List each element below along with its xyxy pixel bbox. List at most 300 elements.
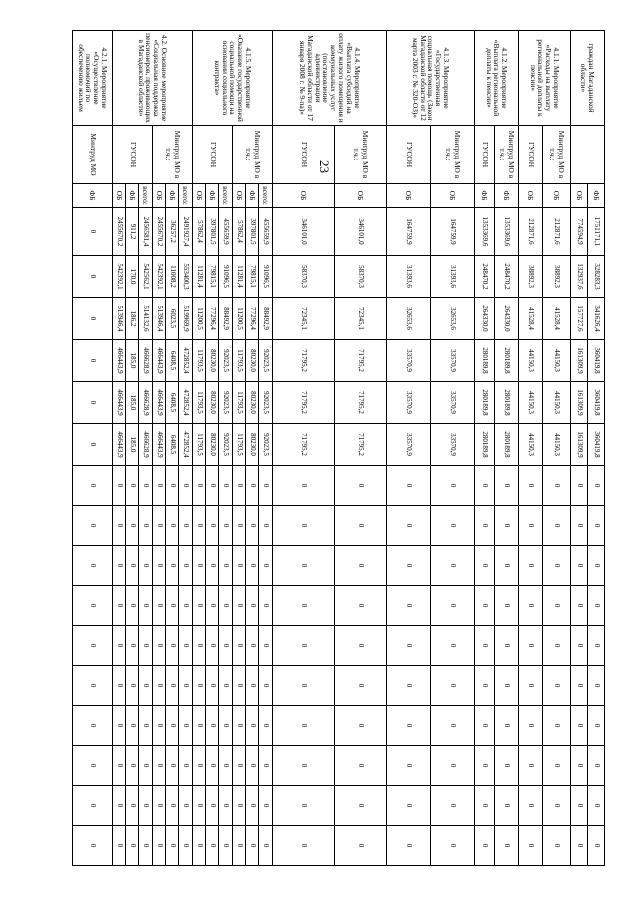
value-cell: 0 bbox=[273, 586, 335, 626]
value-cell: 91096,5 bbox=[259, 256, 273, 298]
source-cell: всего: bbox=[139, 184, 153, 208]
value-cell: 0 bbox=[543, 786, 571, 826]
value-cell: 0 bbox=[519, 586, 543, 626]
measure-name-cell: 4.1.3. Мероприятие «Государственная социальная помощь (Закон Магаданской области от 12 марта 2003 г. № 320-ОЗ)» bbox=[387, 31, 475, 126]
value-cell: 0 bbox=[153, 666, 166, 706]
value-cell: 80230,0 bbox=[206, 340, 219, 382]
value-cell: 0 bbox=[571, 546, 588, 586]
value-cell: 0 bbox=[179, 506, 193, 546]
value-cell: 0 bbox=[206, 666, 219, 706]
value-cell: 0 bbox=[335, 466, 387, 506]
value-cell: 0 bbox=[495, 506, 519, 546]
measure-name-cell: 4.2. Основное мероприятие «Социальная поддержка пенсионеров, проживающих в Магаданской области» bbox=[113, 31, 193, 126]
value-cell: 0 bbox=[335, 666, 387, 706]
source-cell: ОБ bbox=[233, 184, 246, 208]
value-cell: 0 bbox=[126, 786, 139, 826]
value-cell: 41528,4 bbox=[519, 298, 543, 340]
value-cell: 0 bbox=[233, 546, 246, 586]
value-cell: 0 bbox=[139, 746, 153, 786]
value-cell: 0 bbox=[387, 666, 431, 706]
value-cell: 0 bbox=[73, 786, 113, 826]
value-cell: 0 bbox=[259, 746, 273, 786]
value-cell: 0 bbox=[475, 466, 495, 506]
value-cell: 514132,6 bbox=[139, 298, 153, 340]
value-cell: 280189,8 bbox=[495, 382, 519, 424]
value-cell: 0 bbox=[73, 506, 113, 546]
value-cell: 360419,8 bbox=[588, 382, 605, 424]
value-cell: 11200,5 bbox=[193, 298, 206, 340]
budget-table bbox=[72, 30, 605, 866]
value-cell: 0 bbox=[475, 506, 495, 546]
value-cell: 0 bbox=[431, 586, 475, 626]
value-cell: 0 bbox=[431, 546, 475, 586]
value-cell: 346101,0 bbox=[273, 208, 335, 256]
value-cell: 0 bbox=[543, 746, 571, 786]
value-cell: 0 bbox=[495, 706, 519, 746]
value-cell: 397801,5 bbox=[206, 208, 219, 256]
value-cell: 0 bbox=[519, 506, 543, 546]
value-cell: 0 bbox=[588, 826, 605, 866]
value-cell: 0 bbox=[475, 786, 495, 826]
responsible-cell: Минтруд МО в т.ч.: bbox=[543, 126, 571, 184]
source-cell: ОБ bbox=[431, 184, 475, 208]
value-cell: 0 bbox=[387, 586, 431, 626]
value-cell: 0 bbox=[431, 706, 475, 746]
value-cell: 0 bbox=[495, 586, 519, 626]
responsible-cell: Минтруд МО в т.ч.: bbox=[233, 126, 273, 184]
value-cell: 0 bbox=[73, 586, 113, 626]
value-cell: 0 bbox=[588, 626, 605, 666]
value-cell: 0 bbox=[588, 706, 605, 746]
value-cell: 0 bbox=[387, 746, 431, 786]
value-cell: 0 bbox=[219, 826, 233, 866]
value-cell: 11793,5 bbox=[193, 382, 206, 424]
responsible-cell: ГУСОН bbox=[387, 126, 431, 184]
value-cell: 6023,5 bbox=[166, 298, 179, 340]
table-row bbox=[259, 31, 273, 866]
responsible-cell bbox=[571, 126, 605, 184]
value-cell: 92023,5 bbox=[219, 340, 233, 382]
value-cell: 0 bbox=[495, 626, 519, 666]
value-cell: 466443,9 bbox=[153, 382, 166, 424]
value-cell: 0 bbox=[431, 826, 475, 866]
value-cell: 328283,3 bbox=[588, 256, 605, 298]
value-cell: 92023,5 bbox=[259, 340, 273, 382]
value-cell: 0 bbox=[387, 706, 431, 746]
value-cell: 11793,5 bbox=[233, 382, 246, 424]
value-cell: 0 bbox=[193, 666, 206, 706]
value-cell: 0 bbox=[233, 466, 246, 506]
source-cell: ОБ bbox=[335, 184, 387, 208]
value-cell: 164759,9 bbox=[387, 208, 431, 256]
value-cell: 0 bbox=[246, 466, 259, 506]
value-cell: 0 bbox=[166, 786, 179, 826]
value-cell: 72345,1 bbox=[273, 298, 335, 340]
value-cell: 80230,0 bbox=[206, 382, 219, 424]
value-cell: 0 bbox=[571, 626, 588, 666]
value-cell: 44150,3 bbox=[519, 424, 543, 466]
value-cell: 0 bbox=[543, 546, 571, 586]
value-cell: 0 bbox=[495, 546, 519, 586]
value-cell: 0 bbox=[73, 666, 113, 706]
source-cell: ОБ bbox=[113, 184, 126, 208]
table-row bbox=[495, 31, 519, 866]
value-cell: 0 bbox=[193, 506, 206, 546]
value-cell: 0 bbox=[73, 466, 113, 506]
value-cell: 0 bbox=[233, 586, 246, 626]
value-cell: 71795,2 bbox=[273, 424, 335, 466]
value-cell: 92023,5 bbox=[219, 424, 233, 466]
value-cell: 0 bbox=[139, 626, 153, 666]
value-cell: 0 bbox=[179, 786, 193, 826]
value-cell: 88492,9 bbox=[219, 298, 233, 340]
value-cell: 2456581,4 bbox=[139, 208, 153, 256]
value-cell: 0 bbox=[206, 786, 219, 826]
value-cell: 0 bbox=[273, 746, 335, 786]
value-cell: 466628,9 bbox=[139, 424, 153, 466]
value-cell: 0 bbox=[206, 466, 219, 506]
value-cell: 911,2 bbox=[126, 208, 139, 256]
value-cell: 0 bbox=[387, 826, 431, 866]
value-cell: 0 bbox=[588, 546, 605, 586]
value-cell: 11281,4 bbox=[193, 256, 206, 298]
value-cell: 0 bbox=[387, 506, 431, 546]
responsible-cell: Минтруд МО в т.ч.: bbox=[495, 126, 519, 184]
value-cell: 1353369,6 bbox=[475, 208, 495, 256]
value-cell: 0 bbox=[543, 506, 571, 546]
value-cell: 0 bbox=[179, 666, 193, 706]
value-cell: 0 bbox=[219, 706, 233, 746]
value-cell: 57862,4 bbox=[193, 208, 206, 256]
value-cell: 0 bbox=[193, 746, 206, 786]
value-cell: 91096,5 bbox=[219, 256, 233, 298]
responsible-cell: Минтруд МО в т.ч.: bbox=[153, 126, 193, 184]
value-cell: 0 bbox=[246, 746, 259, 786]
value-cell: 1353369,6 bbox=[495, 208, 519, 256]
responsible-cell: Минтруд МО в т.ч.: bbox=[335, 126, 387, 184]
value-cell: 0 bbox=[495, 666, 519, 706]
value-cell: 280189,8 bbox=[475, 424, 495, 466]
value-cell: 0 bbox=[233, 626, 246, 666]
value-cell: 0 bbox=[571, 826, 588, 866]
value-cell: 1751171,1 bbox=[588, 208, 605, 256]
source-cell: ФБ bbox=[206, 184, 219, 208]
value-cell: 0 bbox=[73, 340, 113, 382]
value-cell: 0 bbox=[179, 466, 193, 506]
value-cell: 0 bbox=[179, 706, 193, 746]
table-row bbox=[387, 31, 431, 866]
value-cell: 0 bbox=[166, 666, 179, 706]
value-cell: 0 bbox=[153, 786, 166, 826]
value-cell: 0 bbox=[259, 466, 273, 506]
value-cell: 0 bbox=[519, 546, 543, 586]
value-cell: 132937,6 bbox=[571, 256, 588, 298]
value-cell: 0 bbox=[113, 506, 126, 546]
value-cell: 0 bbox=[571, 746, 588, 786]
value-cell: 0 bbox=[335, 746, 387, 786]
measure-name-cell: 4.2.1. Мероприятие «Осуществление полномочий по обеспечению жильем bbox=[73, 31, 113, 126]
value-cell: 0 bbox=[246, 546, 259, 586]
value-cell: 0 bbox=[519, 626, 543, 666]
measure-name-cell: 4.1.4. Мероприятие «Выплата субсидий на оплату жилого помещения и коммунальных услуг (постановление администрации Магаданской области от 17 января 2008 г. № 9-па)» bbox=[273, 31, 387, 126]
value-cell: 0 bbox=[153, 466, 166, 506]
value-cell: 186,2 bbox=[126, 298, 139, 340]
value-cell: 0 bbox=[73, 298, 113, 340]
value-cell: 0 bbox=[335, 826, 387, 866]
value-cell: 455659,9 bbox=[259, 208, 273, 256]
responsible-cell: ГУСОН bbox=[113, 126, 153, 184]
value-cell: 71795,2 bbox=[335, 340, 387, 382]
value-cell: 0 bbox=[519, 746, 543, 786]
value-cell: 0 bbox=[571, 586, 588, 626]
value-cell: 38892,3 bbox=[519, 256, 543, 298]
value-cell: 0 bbox=[139, 826, 153, 866]
value-cell: 0 bbox=[571, 706, 588, 746]
value-cell: 513946,4 bbox=[113, 298, 126, 340]
value-cell: 0 bbox=[246, 626, 259, 666]
value-cell: 0 bbox=[431, 626, 475, 666]
value-cell: 0 bbox=[153, 626, 166, 666]
value-cell: 542562,1 bbox=[139, 256, 153, 298]
table-row bbox=[519, 31, 543, 866]
value-cell: 0 bbox=[139, 586, 153, 626]
value-cell: 0 bbox=[166, 826, 179, 866]
value-cell: 80230,0 bbox=[206, 424, 219, 466]
value-cell: 0 bbox=[273, 506, 335, 546]
value-cell: 0 bbox=[588, 466, 605, 506]
value-cell: 11793,5 bbox=[193, 340, 206, 382]
source-cell: ФБ bbox=[166, 184, 179, 208]
value-cell: 360419,8 bbox=[588, 424, 605, 466]
value-cell: 2455670,2 bbox=[153, 208, 166, 256]
table-row bbox=[543, 31, 571, 866]
value-cell: 11793,5 bbox=[193, 424, 206, 466]
value-cell: 0 bbox=[259, 786, 273, 826]
value-cell: 0 bbox=[166, 586, 179, 626]
value-cell: 0 bbox=[259, 666, 273, 706]
value-cell: 0 bbox=[543, 826, 571, 866]
value-cell: 248470,2 bbox=[475, 256, 495, 298]
value-cell: 0 bbox=[73, 208, 113, 256]
value-cell: 0 bbox=[475, 826, 495, 866]
value-cell: 0 bbox=[219, 666, 233, 706]
value-cell: 397801,5 bbox=[246, 208, 259, 256]
value-cell: 0 bbox=[475, 666, 495, 706]
rotated-table-container bbox=[55, 30, 605, 865]
value-cell: 0 bbox=[179, 586, 193, 626]
value-cell: 0 bbox=[126, 586, 139, 626]
value-cell: 0 bbox=[475, 706, 495, 746]
value-cell: 0 bbox=[193, 466, 206, 506]
value-cell: 44150,3 bbox=[519, 340, 543, 382]
value-cell: 0 bbox=[571, 666, 588, 706]
table-row bbox=[588, 31, 605, 866]
value-cell: 0 bbox=[193, 586, 206, 626]
value-cell: 0 bbox=[193, 706, 206, 746]
value-cell: 33570,9 bbox=[387, 424, 431, 466]
value-cell: 0 bbox=[113, 626, 126, 666]
value-cell: 0 bbox=[475, 746, 495, 786]
value-cell: 44150,3 bbox=[519, 382, 543, 424]
value-cell: 185,0 bbox=[126, 340, 139, 382]
value-cell: 0 bbox=[246, 786, 259, 826]
source-cell: всего: bbox=[219, 184, 233, 208]
value-cell: 0 bbox=[431, 786, 475, 826]
value-cell: 0 bbox=[153, 586, 166, 626]
value-cell: 0 bbox=[259, 506, 273, 546]
measure-name-cell: 4.1.5. Мероприятие «Оказание государственной социальной помощи на основании социального контракта» bbox=[193, 31, 273, 126]
responsible-cell: ГУСОН bbox=[519, 126, 543, 184]
value-cell: 33570,9 bbox=[431, 424, 475, 466]
value-cell: 0 bbox=[387, 466, 431, 506]
value-cell: 0 bbox=[475, 586, 495, 626]
value-cell: 0 bbox=[495, 786, 519, 826]
value-cell: 11008,2 bbox=[166, 256, 179, 298]
value-cell: 0 bbox=[73, 746, 113, 786]
value-cell: 0 bbox=[219, 546, 233, 586]
value-cell: 0 bbox=[273, 786, 335, 826]
value-cell: 71795,2 bbox=[273, 340, 335, 382]
value-cell: 0 bbox=[179, 546, 193, 586]
responsible-cell: Минтруд МО bbox=[73, 126, 113, 184]
value-cell: 472852,4 bbox=[179, 424, 193, 466]
value-cell: 466628,9 bbox=[139, 340, 153, 382]
value-cell: 79815,1 bbox=[206, 256, 219, 298]
value-cell: 264330,0 bbox=[495, 298, 519, 340]
value-cell: 0 bbox=[273, 466, 335, 506]
value-cell: 0 bbox=[219, 786, 233, 826]
value-cell: 280189,8 bbox=[475, 382, 495, 424]
value-cell: 0 bbox=[233, 786, 246, 826]
value-cell: 79815,1 bbox=[246, 256, 259, 298]
value-cell: 11793,5 bbox=[233, 340, 246, 382]
value-cell: 0 bbox=[193, 786, 206, 826]
value-cell: 0 bbox=[246, 666, 259, 706]
value-cell: 0 bbox=[495, 466, 519, 506]
value-cell: 0 bbox=[113, 826, 126, 866]
value-cell: 0 bbox=[273, 706, 335, 746]
value-cell: 553400,3 bbox=[179, 256, 193, 298]
value-cell: 0 bbox=[153, 746, 166, 786]
value-cell: 71795,2 bbox=[335, 424, 387, 466]
source-cell: ФБ bbox=[495, 184, 519, 208]
value-cell: 280189,8 bbox=[495, 424, 519, 466]
value-cell: 466443,9 bbox=[153, 340, 166, 382]
value-cell: 0 bbox=[126, 506, 139, 546]
value-cell: 11793,5 bbox=[233, 424, 246, 466]
value-cell: 0 bbox=[273, 626, 335, 666]
value-cell: 0 bbox=[273, 546, 335, 586]
value-cell: 6408,5 bbox=[166, 340, 179, 382]
value-cell: 0 bbox=[259, 706, 273, 746]
value-cell: 0 bbox=[206, 506, 219, 546]
value-cell: 0 bbox=[335, 546, 387, 586]
value-cell: 92023,5 bbox=[259, 424, 273, 466]
value-cell: 472852,4 bbox=[179, 340, 193, 382]
value-cell: 0 bbox=[219, 466, 233, 506]
value-cell: 44150,3 bbox=[543, 424, 571, 466]
value-cell: 0 bbox=[588, 506, 605, 546]
source-cell: ФБ bbox=[73, 184, 113, 208]
value-cell: 0 bbox=[193, 546, 206, 586]
value-cell: 0 bbox=[588, 786, 605, 826]
value-cell: 0 bbox=[219, 626, 233, 666]
value-cell: 212871,6 bbox=[543, 208, 571, 256]
value-cell: 0 bbox=[387, 626, 431, 666]
value-cell: 0 bbox=[259, 586, 273, 626]
source-cell: ОБ bbox=[519, 184, 543, 208]
source-cell: ОБ bbox=[387, 184, 431, 208]
value-cell: 0 bbox=[475, 546, 495, 586]
value-cell: 0 bbox=[113, 786, 126, 826]
value-cell: 0 bbox=[193, 626, 206, 666]
source-cell: ОБ bbox=[193, 184, 206, 208]
value-cell: 0 bbox=[233, 746, 246, 786]
value-cell: 0 bbox=[166, 706, 179, 746]
value-cell: 0 bbox=[233, 506, 246, 546]
value-cell: 0 bbox=[475, 626, 495, 666]
value-cell: 0 bbox=[73, 382, 113, 424]
measure-name-cell: 4.1.1. Мероприятие «Расходы на выплату региональной доплаты к пенсии» bbox=[519, 31, 571, 126]
value-cell: 0 bbox=[543, 666, 571, 706]
value-cell: 32653,6 bbox=[431, 298, 475, 340]
value-cell: 0 bbox=[246, 506, 259, 546]
value-cell: 6408,5 bbox=[166, 382, 179, 424]
table-row bbox=[73, 31, 113, 866]
value-cell: 0 bbox=[571, 786, 588, 826]
responsible-cell: ГУСОН bbox=[273, 126, 335, 184]
value-cell: 0 bbox=[206, 626, 219, 666]
value-cell: 774594,9 bbox=[571, 208, 588, 256]
value-cell: 58370,3 bbox=[335, 256, 387, 298]
source-cell: ОБ bbox=[571, 184, 588, 208]
value-cell: 38892,3 bbox=[543, 256, 571, 298]
value-cell: 44150,3 bbox=[543, 382, 571, 424]
value-cell: 0 bbox=[139, 666, 153, 706]
value-cell: 31393,6 bbox=[431, 256, 475, 298]
value-cell: 0 bbox=[153, 506, 166, 546]
value-cell: 31393,6 bbox=[387, 256, 431, 298]
value-cell: 248470,2 bbox=[495, 256, 519, 298]
value-cell: 161309,9 bbox=[571, 424, 588, 466]
value-cell: 80230,0 bbox=[246, 340, 259, 382]
value-cell: 0 bbox=[126, 706, 139, 746]
table-body bbox=[73, 31, 605, 866]
value-cell: 0 bbox=[206, 586, 219, 626]
value-cell: 0 bbox=[259, 626, 273, 666]
value-cell: 0 bbox=[166, 506, 179, 546]
value-cell: 0 bbox=[246, 706, 259, 746]
value-cell: 170,0 bbox=[126, 256, 139, 298]
value-cell: 44150,3 bbox=[543, 340, 571, 382]
value-cell: 0 bbox=[233, 826, 246, 866]
value-cell: 0 bbox=[233, 666, 246, 706]
value-cell: 466443,9 bbox=[153, 424, 166, 466]
value-cell: 0 bbox=[73, 706, 113, 746]
value-cell: 0 bbox=[139, 506, 153, 546]
value-cell: 0 bbox=[206, 546, 219, 586]
value-cell: 0 bbox=[206, 826, 219, 866]
value-cell: 0 bbox=[73, 256, 113, 298]
value-cell: 0 bbox=[335, 626, 387, 666]
value-cell: 0 bbox=[543, 626, 571, 666]
value-cell: 0 bbox=[73, 546, 113, 586]
source-cell: ФБ bbox=[588, 184, 605, 208]
value-cell: 0 bbox=[179, 626, 193, 666]
measure-name-cell: 4.1.2. Мероприятие «Выплата региональной доплаты к пенсии» bbox=[475, 31, 519, 126]
value-cell: 0 bbox=[153, 826, 166, 866]
value-cell: 0 bbox=[166, 746, 179, 786]
